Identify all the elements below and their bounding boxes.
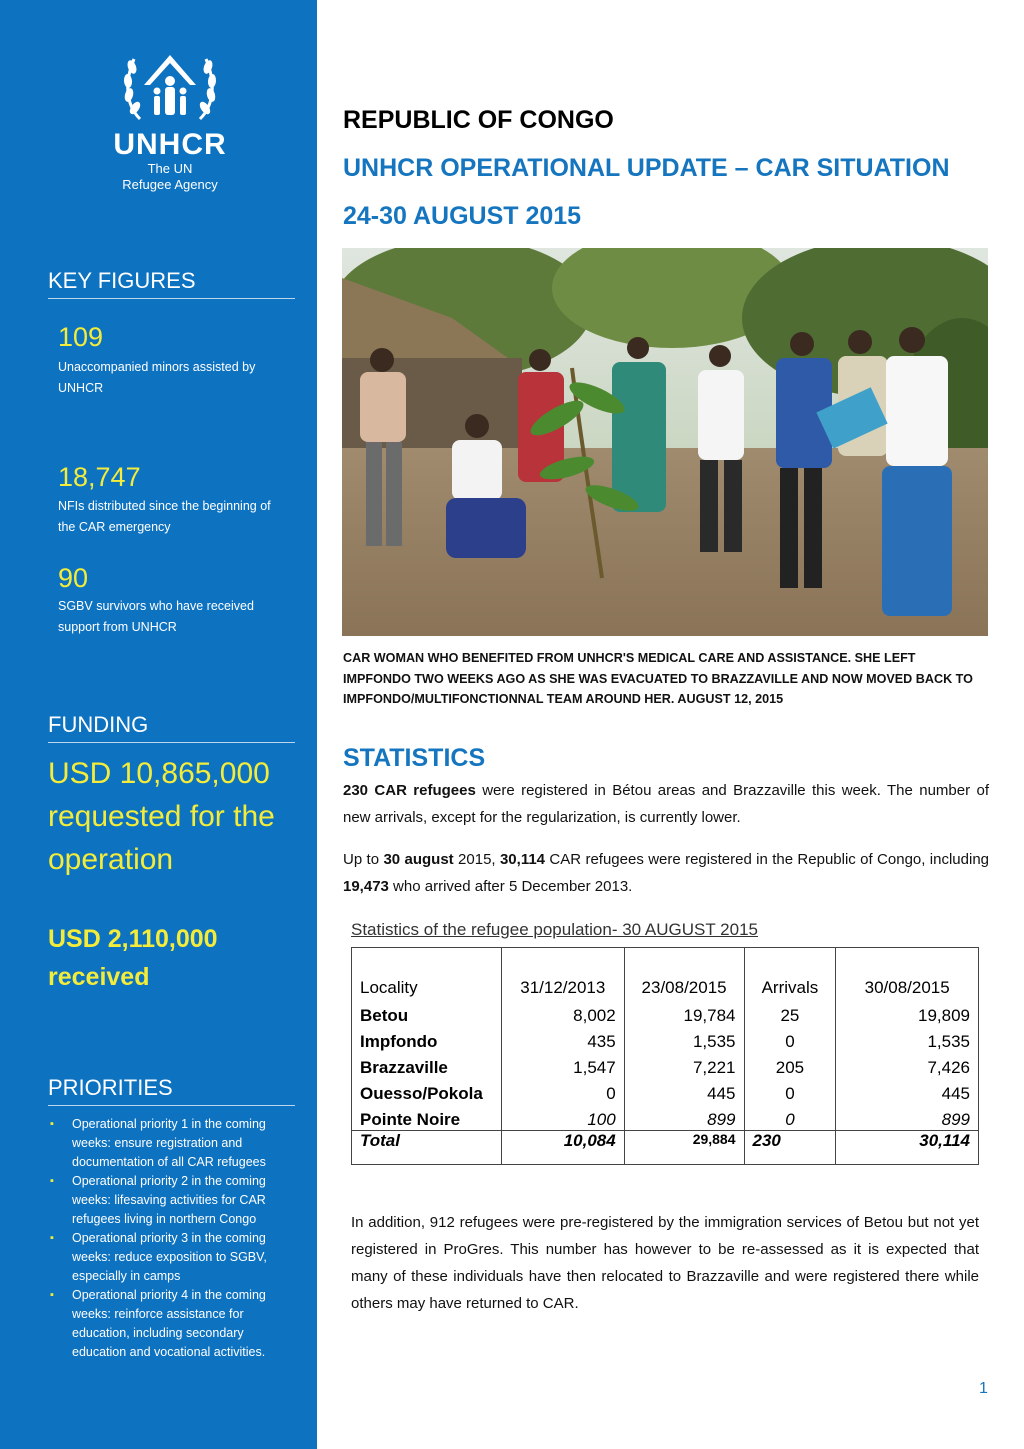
table-cell: 8,002: [501, 1000, 624, 1026]
page-number: 1: [979, 1380, 988, 1397]
table-cell: 0: [501, 1078, 624, 1104]
table-cell: Total: [352, 1131, 502, 1165]
table-cell: Betou: [352, 1000, 502, 1026]
table-cell: 10,084: [501, 1131, 624, 1165]
table-cell: Ouesso/Pokola: [352, 1078, 502, 1104]
statistics-paragraph-1: [343, 777, 989, 831]
table-cell: 435: [501, 1026, 624, 1052]
table-header-cell: 30/08/2015: [836, 948, 979, 1001]
logo-sub-1: The UN: [147, 161, 193, 176]
table-row: [352, 1052, 979, 1078]
text: were registered in Bétou areas and Brazzaville this week. The number of new arrivals, except for the regularization, is currently lower.: [343, 782, 989, 826]
report-title: UNHCR OPERATIONAL UPDATE – CAR SITUATION: [343, 154, 950, 182]
table-header-row: [352, 948, 979, 1001]
priorities-list: [48, 1115, 298, 1362]
bullet-icon: ▪: [50, 1175, 54, 1187]
statistics-paragraph-3: In addition, 912 refugees were pre-registered by the immigration services of Betou but not yet registered in ProGres. This number has however to be re-assessed as it is expected that many of these individuals have then relocated to Brazzaville and were registered there while others may have returned to CAR.: [351, 1214, 979, 1312]
table-row: [352, 1000, 979, 1026]
priority-item: [48, 1115, 298, 1172]
table-cell: 1,535: [836, 1026, 979, 1052]
table-cell: 899: [836, 1104, 979, 1131]
key-figure-value: 18,747: [58, 462, 141, 492]
table-title: Statistics of the refugee population- 30 AUGUST 2015: [351, 920, 758, 939]
table-cell: 0: [744, 1026, 836, 1052]
text-bold: 230 CAR refugees: [343, 782, 476, 799]
table-header-cell: 31/12/2013: [501, 948, 624, 1001]
table-cell: 445: [624, 1078, 744, 1104]
text: who arrived after 5 December 2013.: [388, 878, 633, 895]
field-photo: [342, 248, 988, 636]
report-country: REPUBLIC OF CONGO: [343, 106, 614, 134]
funding-received: USD 2,110,000 received: [48, 925, 218, 991]
table-total-row: [352, 1131, 979, 1165]
table-header-cell: Locality: [352, 948, 502, 1001]
sidebar: [0, 0, 317, 1449]
key-figures-heading: KEY FIGURES: [48, 268, 295, 299]
text: Up to: [343, 851, 384, 868]
funding-heading: FUNDING: [48, 712, 295, 743]
table-cell: 19,784: [624, 1000, 744, 1026]
photo-caption: CAR WOMAN WHO BENEFITED FROM UNHCR'S MEDICAL CARE AND ASSISTANCE. SHE LEFT IMPFONDO TWO WEEKS AGO AS SHE WAS EVACUATED TO BRAZZAVILLE AND NOW MOVED BACK TO IMPFONDO/MULTIFONCTIONNAL TEAM AROUND HER. AUGUST 12, 2015: [343, 651, 973, 707]
key-figure-desc: Unaccompanied minors assisted by UNHCR: [58, 360, 256, 395]
table-cell: 25: [744, 1000, 836, 1026]
table-cell: 1,535: [624, 1026, 744, 1052]
table-cell: 29,884: [624, 1131, 744, 1165]
statistics-table: [351, 947, 979, 1165]
report-date: 24-30 AUGUST 2015: [343, 202, 582, 230]
table-cell: 30,114: [836, 1131, 979, 1165]
statistics-heading: STATISTICS: [343, 744, 486, 772]
text: 2015,: [453, 851, 500, 868]
table-cell: Impfondo: [352, 1026, 502, 1052]
priorities-heading: PRIORITIES: [48, 1075, 295, 1106]
key-figure-value: 90: [58, 563, 89, 593]
table-cell: 1,547: [501, 1052, 624, 1078]
funding-requested: USD 10,865,000 requested for the operation: [48, 757, 275, 876]
priority-text: Operational priority 1 in the coming weeks: ensure registration and documentation of all CAR refugees: [72, 1117, 266, 1169]
key-figure-value: 109: [58, 322, 104, 352]
table-row: [352, 1026, 979, 1052]
table-cell: Pointe Noire: [352, 1104, 502, 1131]
table-cell: 7,426: [836, 1052, 979, 1078]
logo-name: UNHCR: [113, 128, 227, 161]
table-cell: 230: [744, 1131, 836, 1165]
bullet-icon: ▪: [50, 1232, 54, 1244]
table-header-cell: 23/08/2015: [624, 948, 744, 1001]
priority-item: [48, 1229, 298, 1286]
priority-item: [48, 1172, 298, 1229]
text: CAR refugees were registered in the Republic of Congo, including: [545, 851, 989, 868]
unhcr-emblem-icon: [120, 45, 220, 127]
unhcr-logo: [105, 45, 235, 193]
text-bold: 30 august: [383, 851, 454, 868]
priority-text: Operational priority 3 in the coming weeks: reduce exposition to SGBV, especially in camps: [72, 1231, 267, 1283]
bullet-icon: ▪: [50, 1289, 54, 1301]
table-cell: 0: [744, 1104, 836, 1131]
table-cell: 0: [744, 1078, 836, 1104]
priority-item: [48, 1286, 298, 1362]
table-cell: 7,221: [624, 1052, 744, 1078]
table-cell: 899: [624, 1104, 744, 1131]
logo-sub-2: Refugee Agency: [122, 177, 218, 192]
table-cell: 445: [836, 1078, 979, 1104]
table-cell: 19,809: [836, 1000, 979, 1026]
text-bold: 30,114: [499, 851, 546, 868]
priority-text: Operational priority 2 in the coming weeks: lifesaving activities for CAR refugees living in northern Congo: [72, 1174, 266, 1226]
table-row: [352, 1104, 979, 1131]
bullet-icon: ▪: [50, 1118, 54, 1130]
key-figure-desc: NFIs distributed since the beginning of the CAR emergency: [58, 499, 271, 534]
key-figure-desc: SGBV survivors who have received support from UNHCR: [58, 599, 254, 634]
table-row: [352, 1078, 979, 1104]
text-bold: 19,473: [343, 878, 389, 895]
statistics-paragraph-2: [343, 846, 989, 900]
table-cell: Brazzaville: [352, 1052, 502, 1078]
priority-text: Operational priority 4 in the coming weeks: reinforce assistance for education, including secondary education and vocational activities.: [72, 1288, 266, 1359]
table-cell: 205: [744, 1052, 836, 1078]
table-cell: 100: [501, 1104, 624, 1131]
table-header-cell: Arrivals: [744, 948, 836, 1001]
